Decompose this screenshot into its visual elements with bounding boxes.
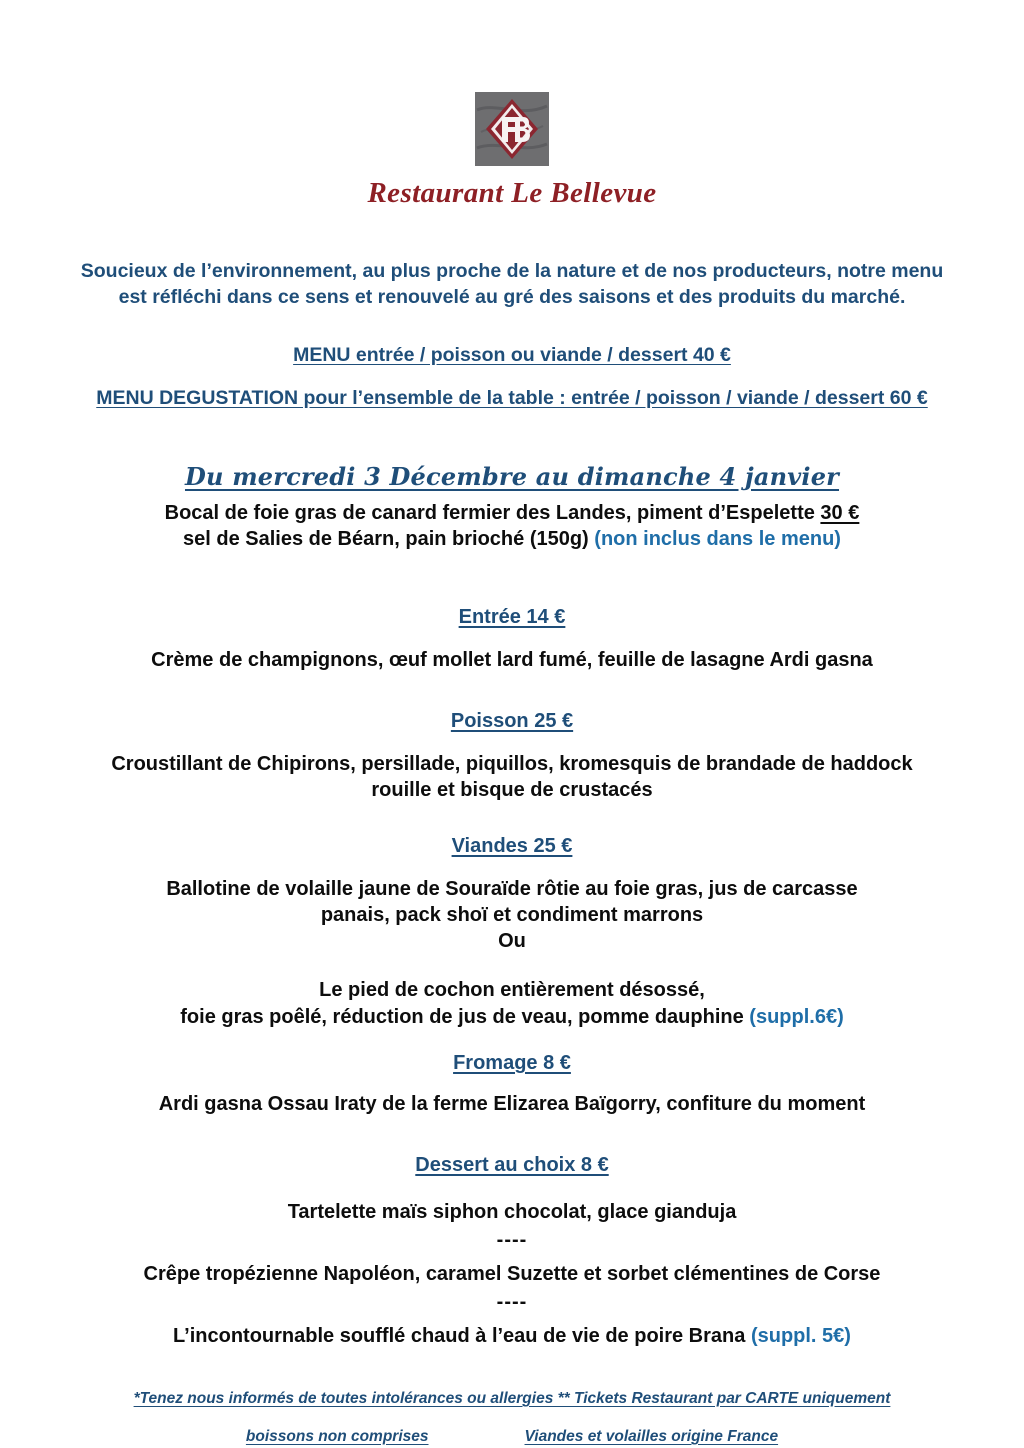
intro-line-2: est réfléchi dans ce sens et renouvelé au gré des saisons et des produits du marché. <box>118 286 906 309</box>
dessert-item-3-supplement: (suppl. 5€) <box>750 1325 851 1348</box>
viandes-option-2-text: foie gras poêlé, réduction de jus de veau, pomme dauphine <box>180 1005 744 1028</box>
footer-note-origin: Viandes et volailles origine France <box>524 1427 779 1445</box>
dessert-item-1: Tartelette maïs siphon chocolat, glace gianduja <box>287 1200 737 1223</box>
foie-gras-text-2: sel de Salies de Béarn, pain brioché (150g) <box>183 528 589 551</box>
dessert-heading: Dessert au choix 8 € <box>415 1153 609 1176</box>
foie-gras-note: (non inclus dans le menu) <box>594 528 841 551</box>
date-range-heading: Du mercredi 3 Décembre au dimanche 4 janvier <box>184 461 840 491</box>
fromage-dish: Ardi gasna Ossau Iraty de la ferme Elizarea Baïgorry, confiture du moment <box>158 1093 866 1116</box>
fb-monogram-icon <box>475 92 549 166</box>
course-entree <box>64 606 960 673</box>
viandes-option-2-line-1: Le pied de cochon entièrement désossé, <box>319 979 705 1002</box>
viandes-heading: Viandes 25 € <box>451 834 573 857</box>
viandes-option-1-line-1: Ballotine de volaille jaune de Souraïde rôtie au foie gras, jus de carcasse <box>166 877 858 900</box>
dessert-separator-2: ---- <box>496 1291 528 1314</box>
restaurant-logo-icon <box>475 92 549 166</box>
course-fromage <box>64 1052 960 1117</box>
dessert-item-3 <box>64 1323 960 1349</box>
course-poisson <box>64 710 960 804</box>
footer-notes-row <box>64 1428 960 1446</box>
poisson-dish <box>64 751 960 804</box>
poisson-heading: Poisson 25 € <box>450 709 574 732</box>
formula-menu: MENU entrée / poisson ou viande / dessert 40 € <box>293 343 731 366</box>
menu-footer <box>64 1390 960 1446</box>
viandes-or-label: Ou <box>498 930 526 953</box>
foie-gras-line-2 <box>64 526 960 552</box>
dessert-item-2: Crêpe tropézienne Napoléon, caramel Suzette et sorbet clémentines de Corse <box>143 1262 881 1285</box>
dessert-separator-1: ---- <box>496 1228 528 1251</box>
menu-header <box>64 0 960 210</box>
viandes-option-1-line-2: panais, pack shoï et condiment marrons <box>320 903 704 926</box>
viandes-option-2 <box>64 977 960 1030</box>
formula-degustation: MENU DEGUSTATION pour l’ensemble de la table : entrée / poisson / viande / dessert 60 € <box>96 386 928 409</box>
poisson-dish-line-2: rouille et bisque de crustacés <box>371 779 653 802</box>
footer-allergies-note: *Tenez nous informés de toutes intolérances ou allergies ** Tickets Restaurant par CARTE uniquement <box>133 1389 891 1407</box>
course-dessert <box>64 1154 960 1350</box>
menu-formulas <box>64 344 960 410</box>
viandes-option-2-line-2 <box>64 1004 960 1030</box>
footer-note-drinks: boissons non comprises <box>245 1427 429 1445</box>
entree-heading: Entrée 14 € <box>458 606 566 629</box>
intro-paragraph <box>64 258 960 311</box>
intro-line-1: Soucieux de l’environnement, au plus proche de la nature et de nos producteurs, notre menu <box>80 260 944 282</box>
poisson-dish-line-1: Croustillant de Chipirons, persillade, piquillos, kromesquis de brandade de haddock <box>111 752 913 775</box>
dessert-item-3-text: L’incontournable soufflé chaud à l’eau de vie de poire Brana <box>173 1325 746 1348</box>
foie-gras-text-1: Bocal de foie gras de canard fermier des Landes, piment d’Espelette <box>164 501 815 524</box>
foie-gras-price: 30 € <box>820 501 860 524</box>
entree-dish: Crème de champignons, œuf mollet lard fumé, feuille de lasagne Ardi gasna <box>151 649 873 672</box>
course-viandes <box>64 835 960 1031</box>
viandes-option-1 <box>64 876 960 929</box>
viandes-option-2-supplement: (suppl.6€) <box>749 1005 844 1028</box>
foie-gras-block <box>64 500 960 553</box>
restaurant-name: Restaurant Le Bellevue <box>367 177 657 209</box>
fromage-heading: Fromage 8 € <box>453 1052 571 1075</box>
foie-gras-line-1 <box>64 500 960 526</box>
